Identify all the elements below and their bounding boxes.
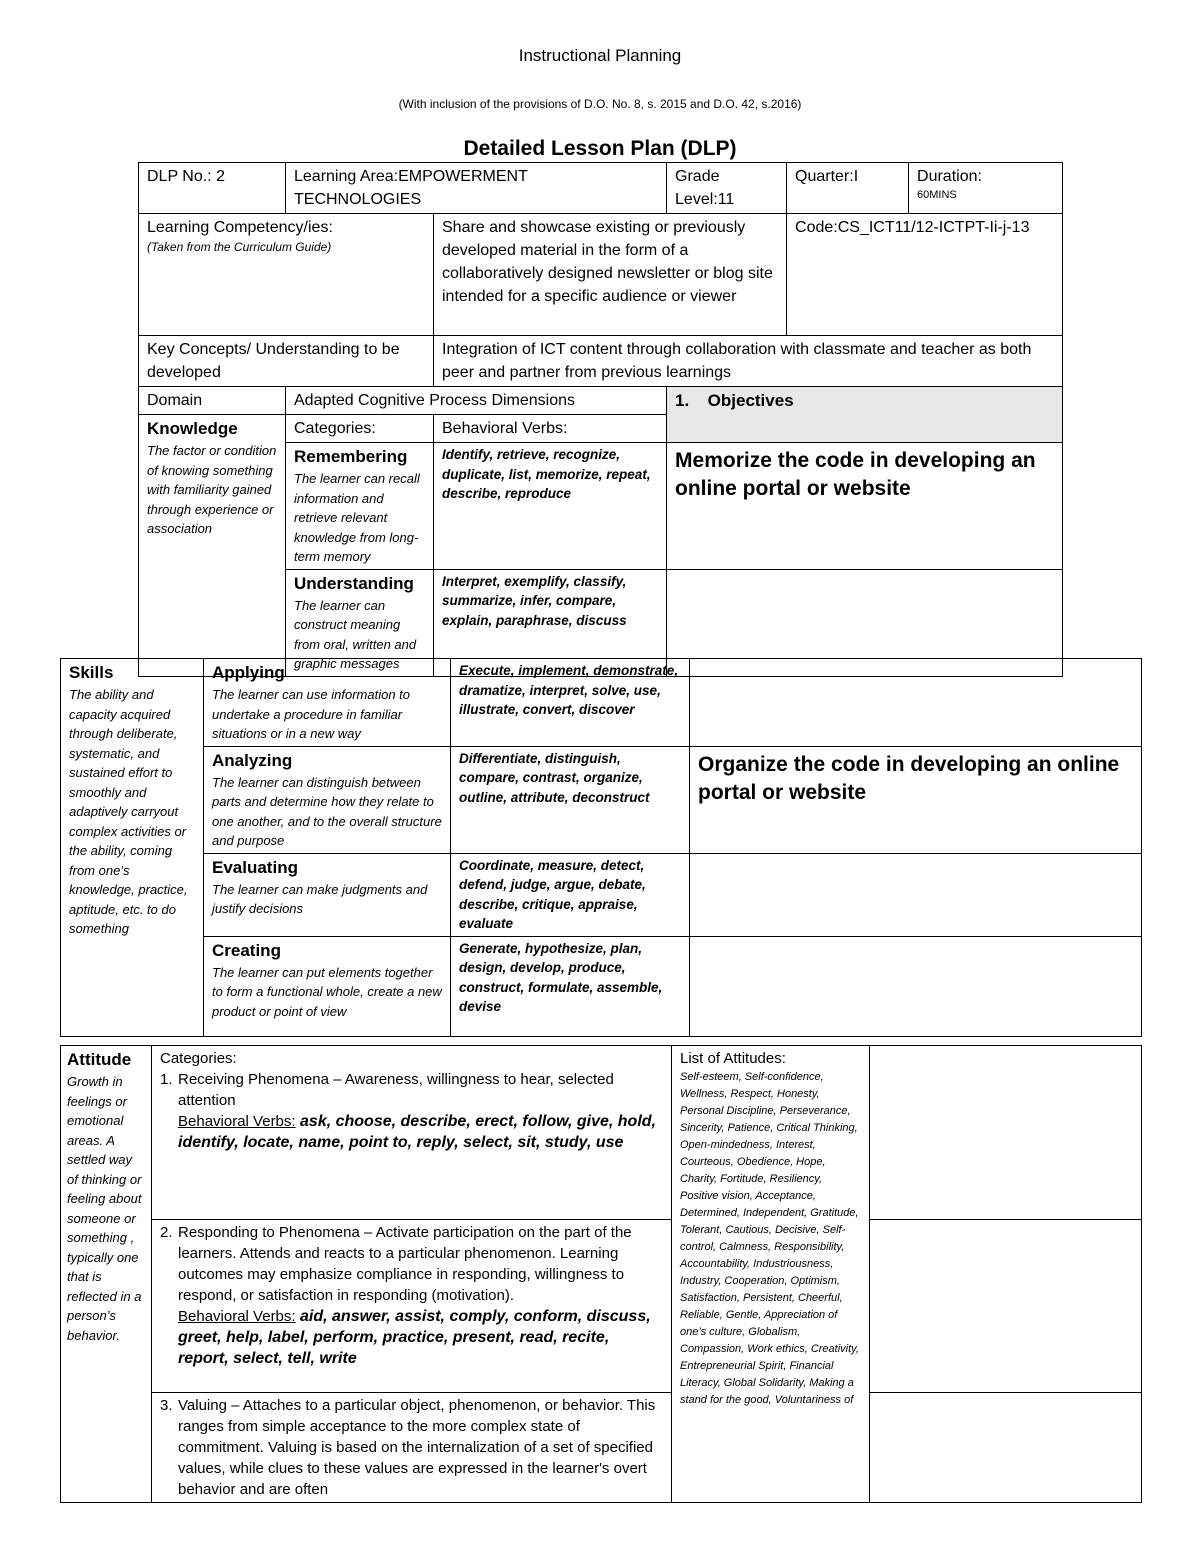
- page-header-subtitle: (With inclusion of the provisions of D.O. No. 8, s. 2015 and D.O. 42, s.2016): [398, 97, 802, 111]
- responding-text: – Activate participation on the part of the learners. Attends and reacts to a particular phenomenon. Learning outcomes may emphasize compliance in responding, willingness to respond, or satisfaction in responding (motivation).: [178, 1224, 632, 1304]
- responding-verbs: aid, answer, assist, comply, conform, discuss, greet, help, label, perform, practice, present, read, recite, report, select, tell, write: [178, 1308, 651, 1367]
- responding-item: [160, 1222, 663, 1369]
- learning-area: Learning Area:EMPOWERMENT TECHNOLOGIES: [286, 163, 667, 214]
- creating-verbs: Generate, hypothesize, plan, design, develop, produce, construct, formulate, assemble, devise: [451, 936, 690, 1036]
- remembering-verbs: Identify, retrieve, recognize, duplicate, list, memorize, repeat, describe, reproduce: [434, 443, 667, 570]
- skills-desc: The ability and capacity acquired through deliberate, systematic, and sustained effort to smoothly and adaptively carryout complex activities or the ability, coming from one’s knowledge, practice, aptitude, etc. to do something: [69, 687, 188, 936]
- applying-desc: The learner can use information to undertake a procedure in familiar situations or in a new way: [212, 687, 410, 741]
- remembering-desc: The learner can recall information and retrieve relevant knowledge from long-term memory: [294, 471, 420, 564]
- categories-header: Categories:: [286, 415, 434, 443]
- duration-value: 60MINS: [917, 189, 957, 201]
- page-header-title: Instructional Planning: [518, 46, 682, 65]
- applying-objective: [690, 659, 1142, 747]
- competency-label-cell: [139, 214, 434, 336]
- knowledge-title: Knowledge: [147, 419, 238, 438]
- creating-desc: The learner can put elements together to form a functional whole, create a new product or point of view: [212, 964, 442, 1019]
- quarter: Quarter:I: [787, 163, 909, 214]
- adapted-dimensions-header: Adapted Cognitive Process Dimensions: [286, 387, 667, 415]
- skills-title: Skills: [69, 663, 114, 682]
- behavioral-verbs-header: Behavioral Verbs:: [434, 415, 667, 443]
- competency-note: (Taken from the Curriculum Guide): [147, 240, 332, 254]
- skills-cell: [61, 659, 204, 1037]
- page-title: Detailed Lesson Plan (DLP): [463, 137, 737, 160]
- responding-number: 2.: [160, 1224, 173, 1241]
- skills-table: [60, 658, 1142, 1037]
- receiving-verbs-label: Behavioral Verbs:: [178, 1113, 296, 1130]
- objectives-number: 1.: [675, 391, 690, 410]
- knowledge-desc: The factor or condition of knowing something with familiarity gained through experience or association: [147, 443, 277, 536]
- applying-verbs: Execute, implement, demonstrate, dramatize, interpret, solve, use, illustrate, convert, discover: [451, 659, 690, 747]
- evaluating-verbs: Coordinate, measure, detect, defend, judge, argue, debate, describe, critique, appraise, evaluate: [451, 853, 690, 936]
- creating-title: Creating: [212, 940, 281, 960]
- attitude-cell: [61, 1046, 152, 1503]
- valuing-objective: [870, 1393, 1142, 1503]
- competency-text: Share and showcase existing or previously developed material in the form of a collaboratively designed newsletter or blog site intended for a specific audience or viewer: [434, 214, 787, 336]
- receiving-verbs: ask, choose, describe, erect, follow, give, hold, identify, locate, name, point to, reply, select, sit, study, use: [178, 1113, 656, 1151]
- remembering-cell: [286, 443, 434, 570]
- receiving-number: 1.: [160, 1071, 173, 1088]
- understanding-desc: The learner can construct meaning from oral, written and graphic messages: [294, 597, 417, 671]
- objectives-title: Objectives: [707, 391, 794, 410]
- remembering-objective: Memorize the code in developing an online portal or website: [667, 443, 1063, 570]
- attitudes-list-label: List of Attitudes:: [680, 1050, 786, 1067]
- receiving-title: Receiving Phenomena: [178, 1071, 329, 1088]
- creating-cell: [204, 936, 451, 1036]
- analyzing-cell: [204, 746, 451, 853]
- analyzing-desc: The learner can distinguish between parts and determine how they relate to one another, and to the overall structure and purpose: [212, 774, 442, 848]
- attitudes-list-cell: [672, 1046, 870, 1503]
- duration: [909, 163, 1063, 214]
- valuing-text: – Attaches to a particular object, phenomenon, or behavior. This ranges from simple acceptance to the more complex state of commitment. Valuing is based on the internalization of a set of specified values, while clues to these values are expressed in the learner's overt behavior and are often: [178, 1397, 656, 1498]
- applying-title: Applying: [212, 663, 285, 682]
- attitude-desc: Growth in feelings or emotional areas. A settled way of thinking or feeling about someone or something , typically one that is reflected in a person’s behavior.: [67, 1074, 142, 1343]
- dlp-number: DLP No.: 2: [139, 163, 286, 214]
- evaluating-objective: [690, 853, 1142, 936]
- analyzing-verbs: Differentiate, distinguish, compare, contrast, organize, outline, attribute, deconstruct: [451, 746, 690, 853]
- duration-label: Duration:: [917, 168, 982, 185]
- competency-label: Learning Competency/ies:: [147, 219, 333, 236]
- receiving-objective: [870, 1046, 1142, 1220]
- applying-cell: [204, 659, 451, 747]
- responding-objective: [870, 1220, 1142, 1393]
- analyzing-title: Analyzing: [212, 750, 293, 770]
- evaluating-title: Evaluating: [212, 857, 298, 877]
- receiving-text: – Awareness, willingness to hear, selected attention: [178, 1071, 614, 1109]
- evaluating-cell: [204, 853, 451, 936]
- categories-label: Categories:: [160, 1050, 237, 1067]
- domain-header: Domain: [139, 387, 286, 415]
- receiving-item: [160, 1069, 663, 1153]
- receiving-cell: [152, 1046, 672, 1220]
- competency-code: Code:CS_ICT11/12-ICTPT-Ii-j-13: [787, 214, 1063, 336]
- remembering-title: Remembering: [294, 447, 408, 466]
- attitude-title: Attitude: [67, 1050, 132, 1069]
- creating-objective: [690, 936, 1142, 1036]
- evaluating-desc: The learner can make judgments and justify decisions: [212, 881, 428, 916]
- understanding-title: Understanding: [294, 573, 414, 593]
- responding-title: Responding to Phenomena: [178, 1224, 360, 1241]
- key-concepts-label: Key Concepts/ Understanding to be developed: [139, 336, 434, 387]
- key-concepts-text: Integration of ICT content through collaboration with classmate and teacher as both peer and partner from previous learnings: [434, 336, 1063, 387]
- knowledge-cell: [139, 415, 286, 677]
- attitudes-list: Self-esteem, Self-confidence, Wellness, Respect, Honesty, Personal Discipline, Perseverance, Sincerity, Patience, Critical Thinking, Open-mindedness, Interest, Courteous, Obedience, Hope, Charity, Fortitude, Resiliency, Positive vision, Acceptance, Determined, Independent, Gratitude, Tolerant, Cautious, Decisive, Self-control, Calmness, Responsibility, Accountability, Industriousness, Industry, Cooperation, Optimism, Satisfaction, Persistent, Cheerful, Reliable, Gentle, Appreciation of one’s culture, Globalism, Compassion, Work ethics, Creativity, Entrepreneurial Spirit, Financial Literacy, Global Solidarity, Making a stand for the good, Voluntariness of: [680, 1071, 859, 1406]
- grade-level: Grade Level:11: [667, 163, 787, 214]
- objectives-header: [667, 387, 1063, 443]
- valuing-number: 3.: [160, 1397, 173, 1414]
- valuing-item: [160, 1395, 663, 1500]
- valuing-title: Valuing: [178, 1397, 227, 1414]
- analyzing-objective: Organize the code in developing an online portal or website: [690, 746, 1142, 853]
- dlp-main-table: [138, 162, 1063, 677]
- responding-verbs-label: Behavioral Verbs:: [178, 1308, 296, 1325]
- attitude-table: [60, 1045, 1142, 1503]
- understanding-verbs: Interpret, exemplify, classify, summarize, infer, compare, explain, paraphrase, discuss: [434, 569, 667, 676]
- valuing-cell: [152, 1393, 672, 1503]
- responding-cell: [152, 1220, 672, 1393]
